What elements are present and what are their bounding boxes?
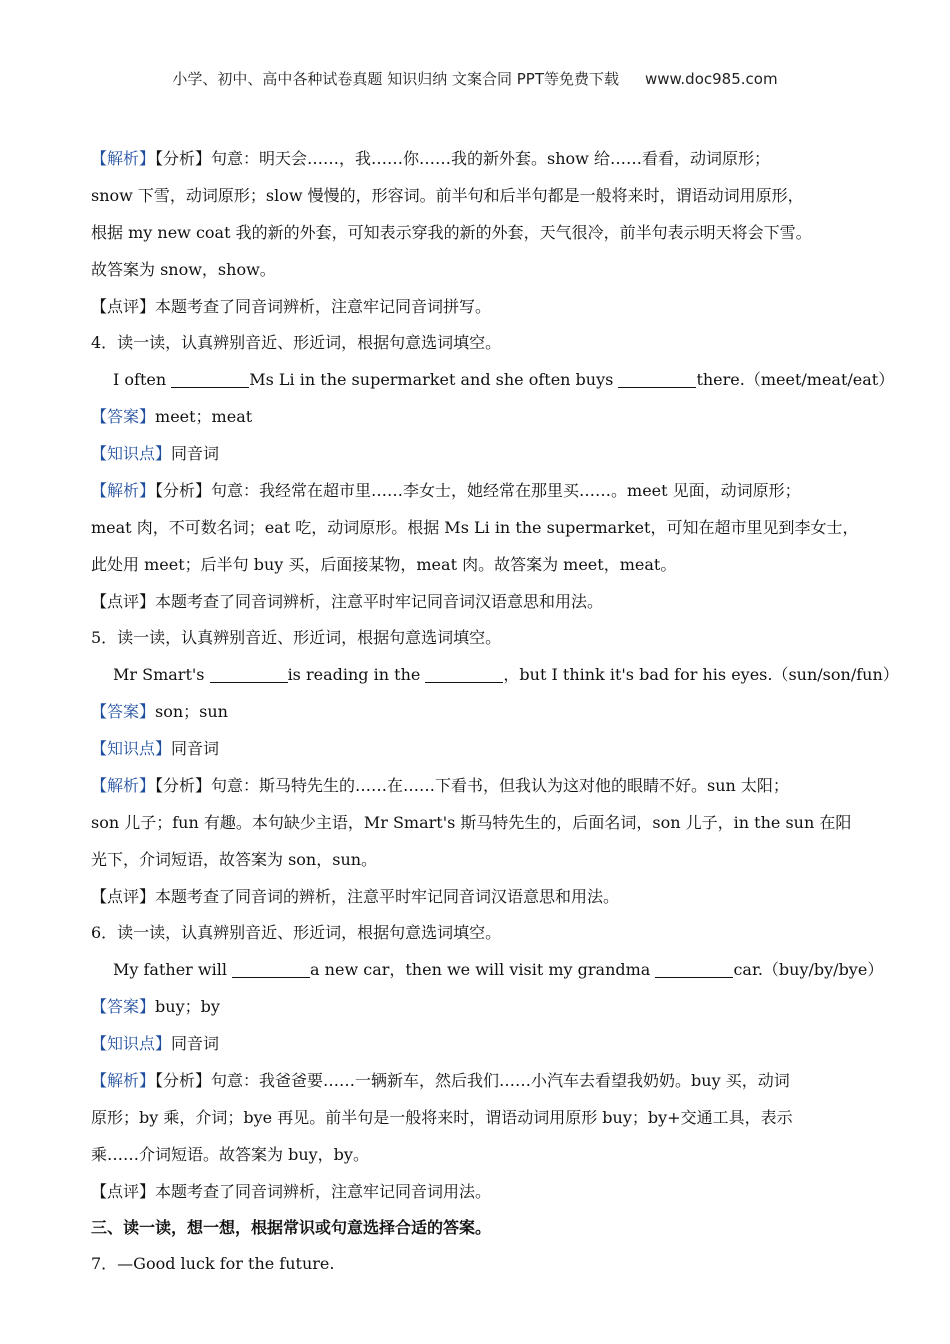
answer-tag: 【答案】: [91, 407, 156, 426]
fill-blank: [232, 960, 310, 978]
q4-sentence: I often Ms Li in the supermarket and she often buys there.（meet/meat/eat）: [113, 370, 895, 389]
q6-comment: 【点评】本题考查了同音词辨析，注意牢记同音词用法。: [91, 1182, 492, 1201]
q3-analysis-line: 根据 my new coat 我的新的外套，可知表示穿我的新的外套，天气很冷，前半句表示明天将会下雪。: [91, 223, 812, 242]
header-url[interactable]: www.doc985.com: [644, 70, 778, 88]
q4-knowledge-point: 【知识点】同音词: [91, 444, 220, 463]
q6-analysis-line: 原形；by 乘，介词；bye 再见。前半句是一般将来时，谓语动词用原形 buy；by+交通工具，表示: [91, 1108, 793, 1127]
q5-sentence: Mr Smart's is reading in the ，but I think it's bad for his eyes.（sun/son/fun）: [113, 665, 899, 684]
q3-analysis-line: snow 下雪，动词原形；slow 慢慢的，形容词。前半句和后半句都是一般将来时，谓语动词用原形，: [91, 186, 804, 205]
header-text: 小学、初中、高中各种试卷真题 知识归纳 文案合同 PPT等免费下载: [172, 70, 619, 88]
fill-blank: [655, 960, 733, 978]
q6-knowledge-point: 【知识点】同音词: [91, 1034, 220, 1053]
q5-analysis-line: 光下，介词短语，故答案为 son，sun。: [91, 850, 378, 869]
q5-comment: 【点评】本题考查了同音词的辨析，注意平时牢记同音词汉语意思和用法。: [91, 887, 620, 906]
q5-answer: 【答案】son；sun: [91, 702, 228, 721]
knowledge-tag: 【知识点】: [91, 1034, 172, 1053]
knowledge-tag: 【知识点】: [91, 739, 172, 758]
page-header: [0, 68, 950, 89]
answer-tag: 【答案】: [91, 997, 156, 1016]
analysis-tag: 【解析】: [91, 1071, 156, 1090]
analysis-tag: 【解析】: [91, 776, 156, 795]
q5-knowledge-point: 【知识点】同音词: [91, 739, 220, 758]
q6-sentence: My father will a new car，then we will visit my grandma car.（buy/by/bye）: [113, 960, 884, 979]
q3-analysis-line: 故答案为 snow，show。: [91, 260, 276, 279]
q5-analysis-line: son 儿子；fun 有趣。本句缺少主语，Mr Smart's 斯马特先生的，后面名词，son 儿子，in the sun 在阳: [91, 813, 852, 832]
q4-answer: 【答案】meet；meat: [91, 407, 253, 426]
q6-analysis-line: 乘……介词短语。故答案为 buy，by。: [91, 1145, 369, 1164]
q6-analysis-line: 【解析】【分析】句意：我爸爸要……一辆新车，然后我们……小汽车去看望我奶奶。buy 买，动词: [91, 1071, 790, 1090]
document-body: [91, 140, 899, 1282]
fill-blank: [210, 665, 288, 683]
q4-analysis-line: 【解析】【分析】句意：我经常在超市里……李女士，她经常在那里买……。meet 见面，动词原形；: [91, 481, 801, 500]
fill-blank: [618, 370, 696, 388]
q4-analysis-line: meat 肉，不可数名词；eat 吃，动词原形。根据 Ms Li in the supermarket，可知在超市里见到李女士，: [91, 518, 859, 537]
q5-question: 5．读一读，认真辨别音近、形近词，根据句意选词填空。: [91, 628, 502, 647]
q3-analysis-line: 【解析】【分析】句意：明天会……，我……你……我的新外套。show 给……看看，动词原形；: [91, 149, 770, 168]
analysis-tag: 【解析】: [91, 149, 156, 168]
q6-answer: 【答案】buy；by: [91, 997, 220, 1016]
q7-question: 7．—Good luck for the future.: [91, 1254, 335, 1273]
q5-analysis-line: 【解析】【分析】句意：斯马特先生的……在……下看书，但我认为这对他的眼睛不好。sun 太阳；: [91, 776, 789, 795]
q4-question: 4．读一读，认真辨别音近、形近词，根据句意选词填空。: [91, 333, 502, 352]
section-heading: 三、读一读，想一想，根据常识或句意选择合适的答案。: [91, 1218, 492, 1237]
analysis-tag: 【解析】: [91, 481, 156, 500]
q4-analysis-line: 此处用 meet；后半句 buy 买，后面接某物，meat 肉。故答案为 meet，meat。: [91, 555, 677, 574]
q4-comment: 【点评】本题考查了同音词辨析，注意平时牢记同音词汉语意思和用法。: [91, 592, 604, 611]
q6-question: 6．读一读，认真辨别音近、形近词，根据句意选词填空。: [91, 923, 502, 942]
knowledge-tag: 【知识点】: [91, 444, 172, 463]
fill-blank: [425, 665, 503, 683]
answer-tag: 【答案】: [91, 702, 156, 721]
fill-blank: [171, 370, 249, 388]
q3-comment: 【点评】本题考查了同音词辨析，注意牢记同音词拼写。: [91, 297, 492, 316]
